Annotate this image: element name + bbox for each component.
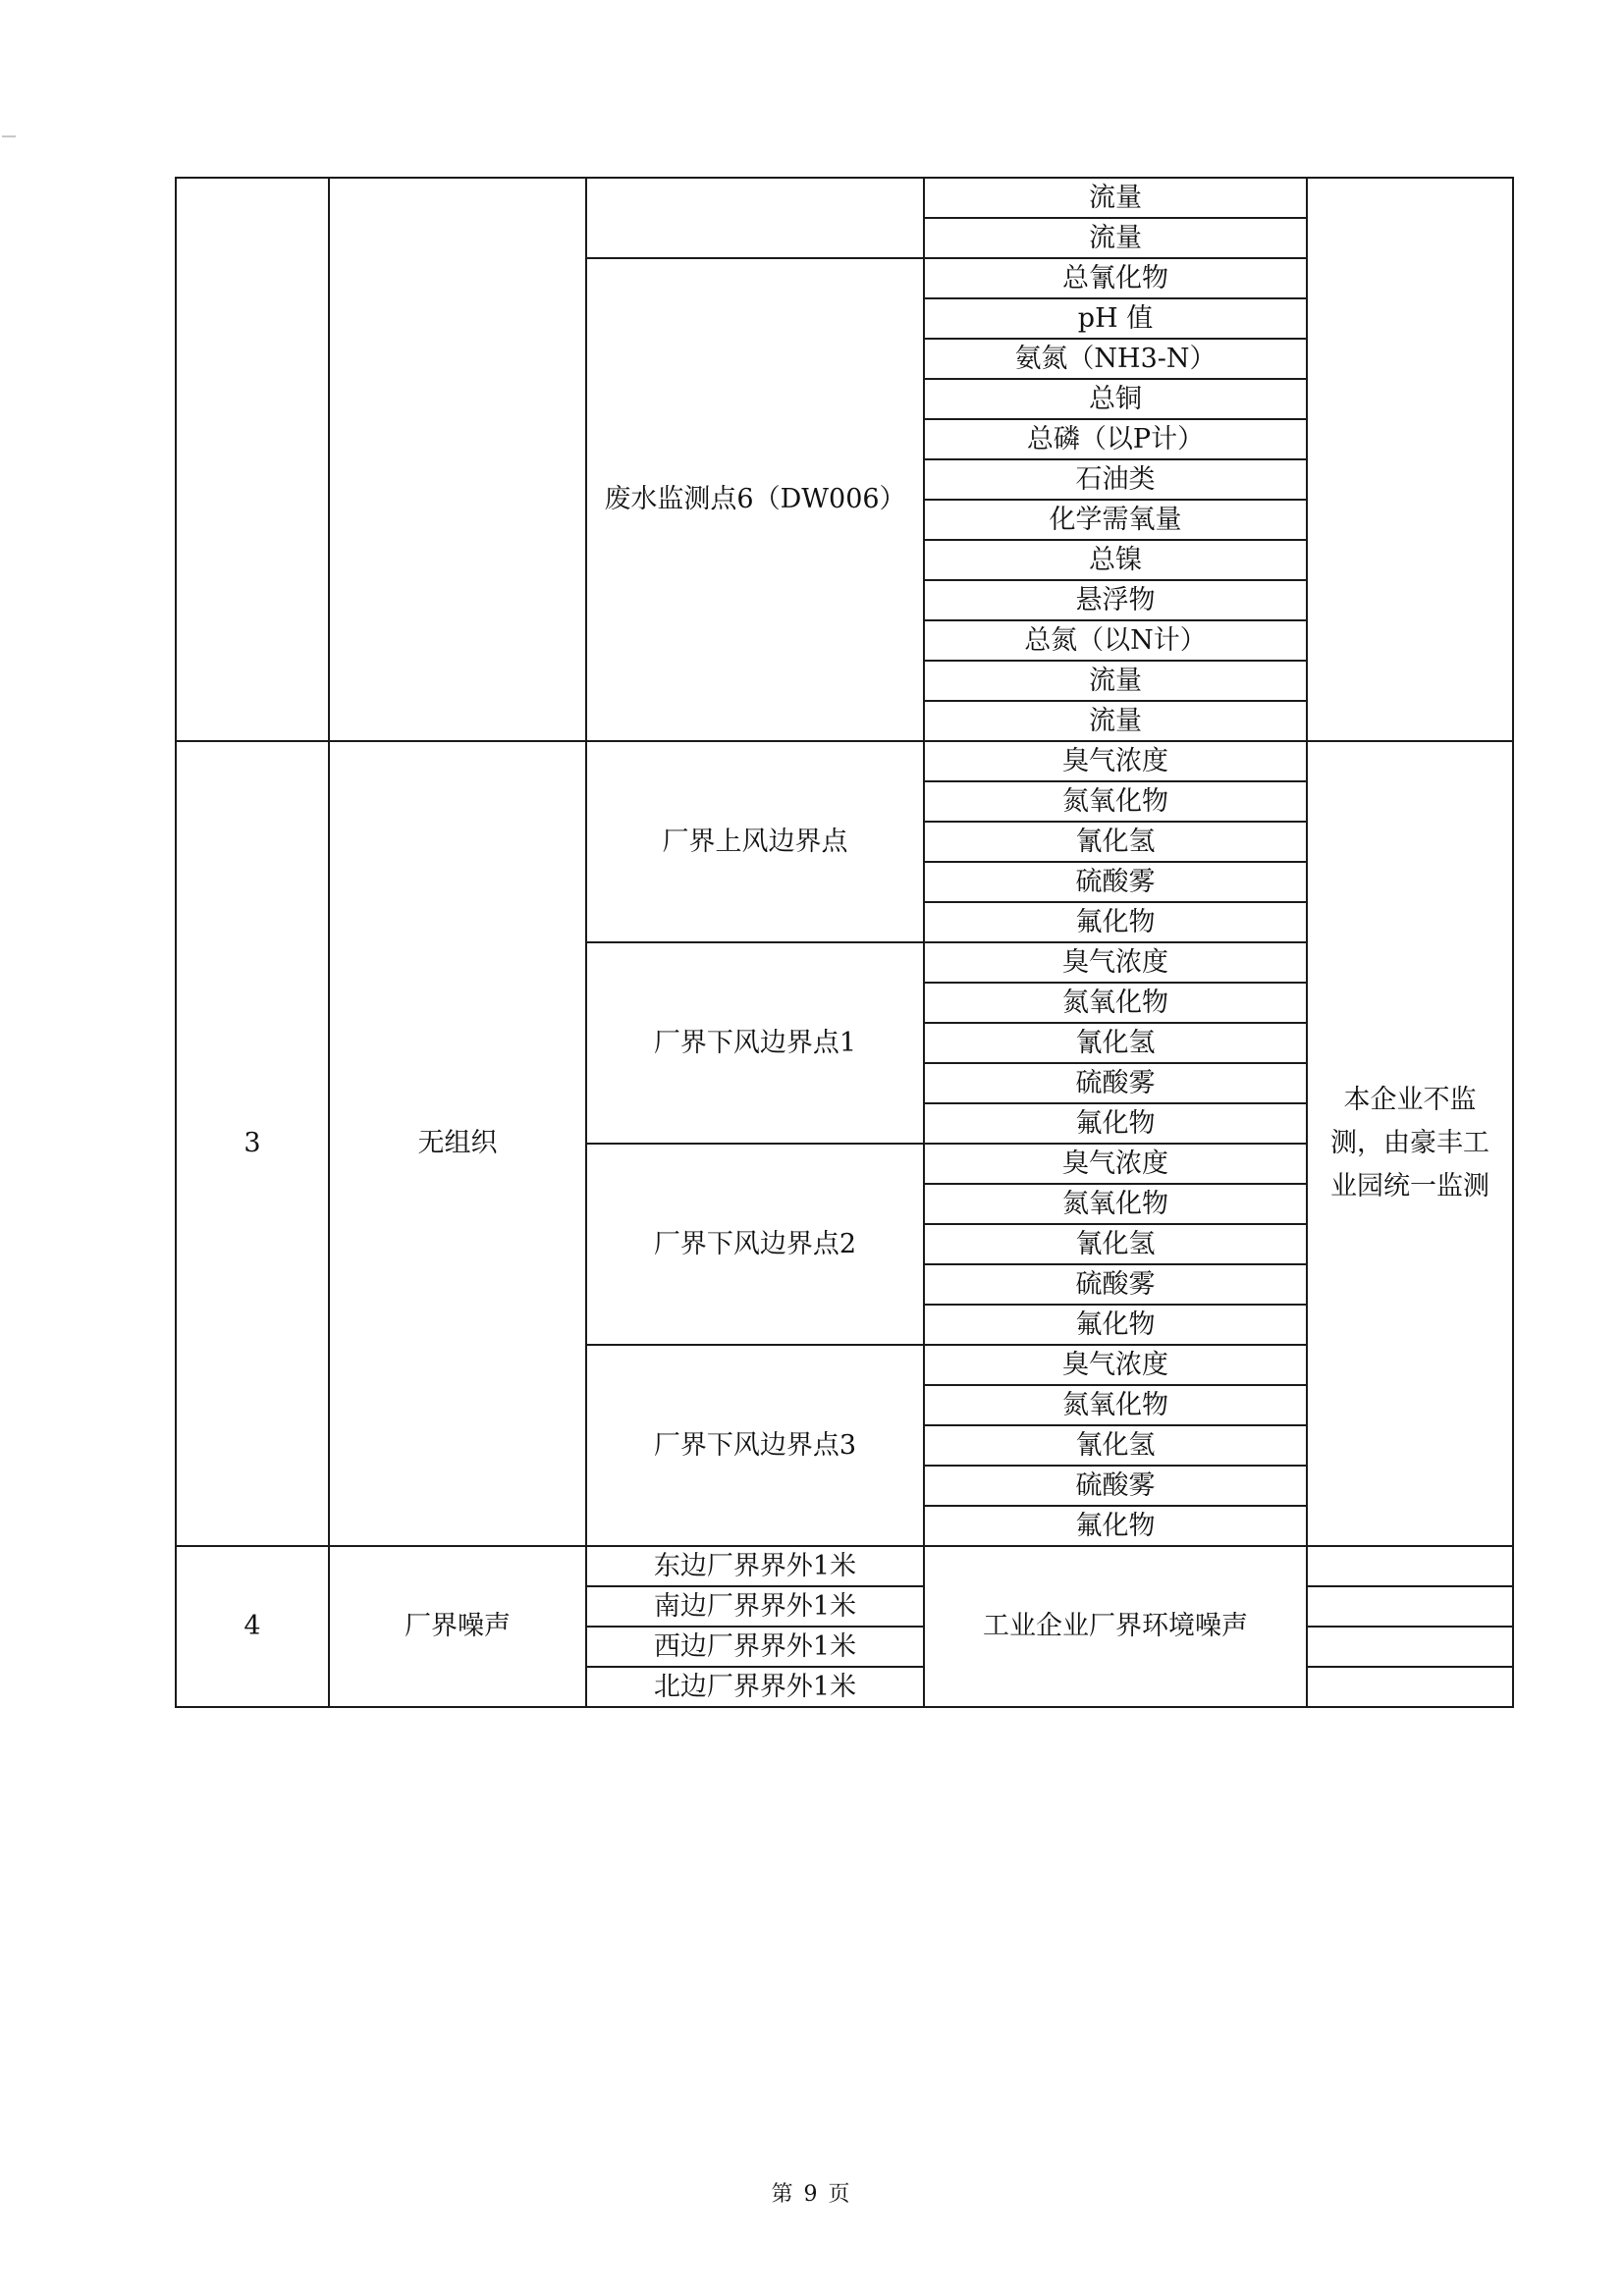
table-row — [176, 178, 1513, 218]
monitoring-item-cell: 总氮（以N计） — [924, 620, 1307, 661]
monitoring-point-cell: 南边厂界界外1米 — [586, 1586, 924, 1627]
monitoring-item-cell: 硫酸雾 — [924, 1466, 1307, 1506]
cont-point-cell — [586, 178, 924, 258]
row4-type-cell: 厂界噪声 — [329, 1546, 586, 1707]
row3-no-cell: 3 — [176, 741, 329, 1546]
wastewater-point-cell: 废水监测点6（DW006） — [586, 258, 924, 741]
monitoring-item-cell: 氮氧化物 — [924, 1184, 1307, 1224]
monitoring-point-cell: 厂界下风边界点2 — [586, 1144, 924, 1345]
monitoring-item-cell: 臭气浓度 — [924, 1144, 1307, 1184]
monitoring-point-cell: 东边厂界界外1米 — [586, 1546, 924, 1586]
monitoring-item-cell: 氰化氢 — [924, 1023, 1307, 1063]
monitoring-item-cell: 硫酸雾 — [924, 1063, 1307, 1103]
monitoring-item-cell: 总氰化物 — [924, 258, 1307, 298]
monitoring-item-cell: 臭气浓度 — [924, 1345, 1307, 1385]
monitoring-table-body — [176, 178, 1513, 1707]
row4-note-cell — [1307, 1586, 1513, 1627]
cont-note-cell — [1307, 178, 1513, 741]
monitoring-item-cell: 氟化物 — [924, 1506, 1307, 1546]
monitoring-item-cell: 流量 — [924, 178, 1307, 218]
monitoring-table — [175, 177, 1514, 1708]
monitoring-item-cell: 氰化氢 — [924, 1224, 1307, 1264]
monitoring-item-cell: 氮氧化物 — [924, 983, 1307, 1023]
row4-item-cell: 工业企业厂界环境噪声 — [924, 1546, 1307, 1707]
row4-note-cell — [1307, 1667, 1513, 1707]
monitoring-item-cell: 化学需氧量 — [924, 500, 1307, 540]
monitoring-point-cell: 西边厂界界外1米 — [586, 1627, 924, 1667]
monitoring-item-cell: 氮氧化物 — [924, 1385, 1307, 1425]
monitoring-point-cell: 北边厂界界外1米 — [586, 1667, 924, 1707]
monitoring-item-cell: 氟化物 — [924, 1305, 1307, 1345]
monitoring-item-cell: 氟化物 — [924, 902, 1307, 942]
monitoring-item-cell: 总铜 — [924, 379, 1307, 419]
monitoring-item-cell: 臭气浓度 — [924, 942, 1307, 983]
row4-note-cell — [1307, 1627, 1513, 1667]
monitoring-item-cell: 总磷（以P计） — [924, 419, 1307, 459]
monitoring-item-cell: 氰化氢 — [924, 1425, 1307, 1466]
monitoring-point-cell: 厂界上风边界点 — [586, 741, 924, 942]
page-number: 第 9 页 — [771, 2182, 852, 2207]
table-row — [176, 741, 1513, 781]
monitoring-item-cell: 总镍 — [924, 540, 1307, 580]
row3-note-cell: 本企业不监测，由豪丰工业园统一监测 — [1307, 741, 1513, 1546]
row4-note-cell — [1307, 1546, 1513, 1586]
monitoring-item-cell: 流量 — [924, 218, 1307, 258]
monitoring-item-cell: pH 值 — [924, 298, 1307, 339]
monitoring-item-cell: 氰化氢 — [924, 822, 1307, 862]
monitoring-item-cell: 臭气浓度 — [924, 741, 1307, 781]
monitoring-item-cell: 氮氧化物 — [924, 781, 1307, 822]
monitoring-item-cell: 硫酸雾 — [924, 1264, 1307, 1305]
monitoring-item-cell: 流量 — [924, 701, 1307, 741]
monitoring-point-cell: 厂界下风边界点3 — [586, 1345, 924, 1546]
monitoring-item-cell: 氨氮（NH3-N） — [924, 339, 1307, 379]
monitoring-item-cell: 悬浮物 — [924, 580, 1307, 620]
row3-type-cell: 无组织 — [329, 741, 586, 1546]
table-row — [176, 1546, 1513, 1586]
scan-edge-mark — [2, 135, 16, 137]
monitoring-item-cell: 流量 — [924, 661, 1307, 701]
cont-type-cell — [329, 178, 586, 741]
monitoring-item-cell: 氟化物 — [924, 1103, 1307, 1144]
monitoring-item-cell: 硫酸雾 — [924, 862, 1307, 902]
monitoring-item-cell: 石油类 — [924, 459, 1307, 500]
monitoring-point-cell: 厂界下风边界点1 — [586, 942, 924, 1144]
row4-no-cell: 4 — [176, 1546, 329, 1707]
cont-no-cell — [176, 178, 329, 741]
